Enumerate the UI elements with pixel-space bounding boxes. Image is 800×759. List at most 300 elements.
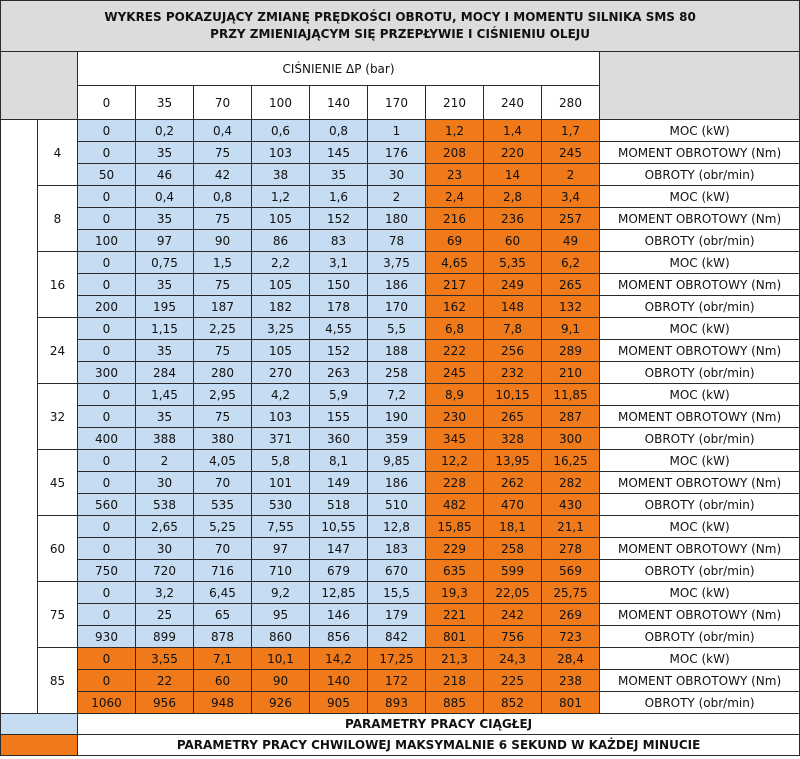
flow-value: 4	[38, 120, 78, 186]
continuous-value-cell: 263	[310, 362, 368, 384]
continuous-value-cell: 35	[136, 208, 194, 230]
continuous-value-cell: 530	[252, 494, 310, 516]
intermittent-value-cell: 3,55	[136, 648, 194, 670]
row-label: MOC (kW)	[600, 648, 800, 670]
continuous-value-cell: 371	[252, 428, 310, 450]
intermittent-value-cell: 6,2	[542, 252, 600, 274]
continuous-value-cell: 186	[368, 472, 426, 494]
continuous-value-cell: 4,2	[252, 384, 310, 406]
legend-continuous-swatch	[1, 714, 78, 735]
continuous-value-cell: 152	[310, 208, 368, 230]
continuous-value-cell: 155	[310, 406, 368, 428]
intermittent-value-cell: 885	[426, 692, 484, 714]
legend-intermittent-swatch	[1, 735, 78, 756]
continuous-value-cell: 300	[78, 362, 136, 384]
table-row	[1, 450, 800, 472]
continuous-value-cell: 0	[78, 384, 136, 406]
continuous-value-cell: 145	[310, 142, 368, 164]
intermittent-value-cell: 482	[426, 494, 484, 516]
intermittent-value-cell: 162	[426, 296, 484, 318]
continuous-value-cell: 179	[368, 604, 426, 626]
continuous-value-cell: 97	[136, 230, 194, 252]
intermittent-value-cell: 220	[484, 142, 542, 164]
intermittent-value-cell: 21,3	[426, 648, 484, 670]
continuous-value-cell: 95	[252, 604, 310, 626]
intermittent-value-cell: 10,1	[252, 648, 310, 670]
pressure-value: 100	[252, 86, 310, 120]
continuous-value-cell: 15,5	[368, 582, 426, 604]
continuous-value-cell: 0	[78, 604, 136, 626]
table-row	[1, 428, 800, 450]
intermittent-value-cell: 249	[484, 274, 542, 296]
continuous-value-cell: 0	[78, 582, 136, 604]
continuous-value-cell: 1,6	[310, 186, 368, 208]
intermittent-value-cell: 2,4	[426, 186, 484, 208]
intermittent-value-cell: 905	[310, 692, 368, 714]
intermittent-value-cell: 17,25	[368, 648, 426, 670]
continuous-value-cell: 0,8	[310, 120, 368, 142]
intermittent-value-cell: 218	[426, 670, 484, 692]
intermittent-value-cell: 278	[542, 538, 600, 560]
continuous-value-cell: 12,8	[368, 516, 426, 538]
continuous-value-cell: 149	[310, 472, 368, 494]
flow-value: 75	[38, 582, 78, 648]
continuous-value-cell: 3,1	[310, 252, 368, 274]
intermittent-value-cell: 287	[542, 406, 600, 428]
pressure-value: 170	[368, 86, 426, 120]
continuous-value-cell: 25	[136, 604, 194, 626]
continuous-value-cell: 380	[194, 428, 252, 450]
row-label: OBROTY (obr/min)	[600, 692, 800, 714]
pressure-value: 70	[194, 86, 252, 120]
row-label: MOC (kW)	[600, 252, 800, 274]
continuous-value-cell: 83	[310, 230, 368, 252]
continuous-value-cell: 7,2	[368, 384, 426, 406]
intermittent-value-cell: 208	[426, 142, 484, 164]
table-title	[1, 1, 800, 52]
intermittent-value-cell: 265	[542, 274, 600, 296]
continuous-value-cell: 510	[368, 494, 426, 516]
continuous-value-cell: 0	[78, 274, 136, 296]
intermittent-value-cell: 1060	[78, 692, 136, 714]
intermittent-value-cell: 9,1	[542, 318, 600, 340]
continuous-value-cell: 2,2	[252, 252, 310, 274]
legend-intermittent-text: PARAMETRY PRACY CHWILOWEJ MAKSYMALNIE 6 SEKUND W KAŻDEJ MINUCIE	[78, 735, 800, 756]
intermittent-value-cell: 852	[484, 692, 542, 714]
intermittent-value-cell: 16,25	[542, 450, 600, 472]
intermittent-value-cell: 10,15	[484, 384, 542, 406]
row-label: MOMENT OBROTOWY (Nm)	[600, 406, 800, 428]
continuous-value-cell: 7,55	[252, 516, 310, 538]
table-row	[1, 252, 800, 274]
continuous-value-cell: 670	[368, 560, 426, 582]
continuous-value-cell: 100	[78, 230, 136, 252]
intermittent-value-cell: 90	[252, 670, 310, 692]
continuous-value-cell: 0	[78, 472, 136, 494]
intermittent-value-cell: 49	[542, 230, 600, 252]
table-row	[1, 120, 800, 142]
intermittent-value-cell: 3,4	[542, 186, 600, 208]
continuous-value-cell: 105	[252, 340, 310, 362]
continuous-value-cell: 360	[310, 428, 368, 450]
continuous-value-cell: 0	[78, 406, 136, 428]
intermittent-value-cell: 132	[542, 296, 600, 318]
flow-value: 45	[38, 450, 78, 516]
continuous-value-cell: 183	[368, 538, 426, 560]
intermittent-value-cell: 756	[484, 626, 542, 648]
row-label: MOC (kW)	[600, 582, 800, 604]
continuous-value-cell: 35	[310, 164, 368, 186]
table-row	[1, 164, 800, 186]
continuous-value-cell: 5,8	[252, 450, 310, 472]
pressure-value: 240	[484, 86, 542, 120]
flow-axis-label	[1, 120, 38, 714]
continuous-value-cell: 8,1	[310, 450, 368, 472]
intermittent-value-cell: 21,1	[542, 516, 600, 538]
intermittent-value-cell: 2	[542, 164, 600, 186]
table-row	[1, 648, 800, 670]
continuous-value-cell: 147	[310, 538, 368, 560]
continuous-value-cell: 12,85	[310, 582, 368, 604]
continuous-value-cell: 899	[136, 626, 194, 648]
intermittent-value-cell: 328	[484, 428, 542, 450]
continuous-value-cell: 5,9	[310, 384, 368, 406]
intermittent-value-cell: 210	[542, 362, 600, 384]
continuous-value-cell: 1,45	[136, 384, 194, 406]
intermittent-value-cell: 262	[484, 472, 542, 494]
legend-intermittent-row	[1, 735, 800, 756]
row-label: OBROTY (obr/min)	[600, 164, 800, 186]
continuous-value-cell: 679	[310, 560, 368, 582]
continuous-value-cell: 388	[136, 428, 194, 450]
intermittent-value-cell: 635	[426, 560, 484, 582]
continuous-value-cell: 0	[78, 516, 136, 538]
table-row	[1, 296, 800, 318]
continuous-value-cell: 146	[310, 604, 368, 626]
intermittent-value-cell: 345	[426, 428, 484, 450]
intermittent-value-cell: 22,05	[484, 582, 542, 604]
flow-value: 60	[38, 516, 78, 582]
intermittent-value-cell: 956	[136, 692, 194, 714]
continuous-value-cell: 4,55	[310, 318, 368, 340]
intermittent-value-cell: 569	[542, 560, 600, 582]
intermittent-value-cell: 12,2	[426, 450, 484, 472]
continuous-value-cell: 3,75	[368, 252, 426, 274]
continuous-value-cell: 35	[136, 274, 194, 296]
row-label: MOMENT OBROTOWY (Nm)	[600, 670, 800, 692]
intermittent-value-cell: 948	[194, 692, 252, 714]
continuous-value-cell: 5,25	[194, 516, 252, 538]
continuous-value-cell: 538	[136, 494, 194, 516]
continuous-value-cell: 182	[252, 296, 310, 318]
intermittent-value-cell: 28,4	[542, 648, 600, 670]
continuous-value-cell: 75	[194, 208, 252, 230]
intermittent-value-cell: 8,9	[426, 384, 484, 406]
continuous-value-cell: 3,25	[252, 318, 310, 340]
continuous-value-cell: 90	[194, 230, 252, 252]
row-label: MOC (kW)	[600, 450, 800, 472]
row-label: MOC (kW)	[600, 318, 800, 340]
continuous-value-cell: 860	[252, 626, 310, 648]
row-label: MOC (kW)	[600, 120, 800, 142]
intermittent-value-cell: 0	[78, 670, 136, 692]
continuous-value-cell: 5,5	[368, 318, 426, 340]
continuous-value-cell: 75	[194, 406, 252, 428]
continuous-value-cell: 1	[368, 120, 426, 142]
continuous-value-cell: 105	[252, 274, 310, 296]
continuous-value-cell: 400	[78, 428, 136, 450]
flow-value: 24	[38, 318, 78, 384]
row-label: OBROTY (obr/min)	[600, 626, 800, 648]
intermittent-value-cell: 222	[426, 340, 484, 362]
continuous-value-cell: 78	[368, 230, 426, 252]
intermittent-value-cell: 1,4	[484, 120, 542, 142]
intermittent-value-cell: 801	[542, 692, 600, 714]
intermittent-value-cell: 148	[484, 296, 542, 318]
table-row	[1, 340, 800, 362]
table-row	[1, 538, 800, 560]
intermittent-value-cell: 69	[426, 230, 484, 252]
intermittent-value-cell: 217	[426, 274, 484, 296]
intermittent-value-cell: 256	[484, 340, 542, 362]
continuous-value-cell: 30	[136, 472, 194, 494]
intermittent-value-cell: 15,85	[426, 516, 484, 538]
continuous-value-cell: 878	[194, 626, 252, 648]
intermittent-value-cell: 24,3	[484, 648, 542, 670]
intermittent-value-cell: 238	[542, 670, 600, 692]
intermittent-value-cell: 7,8	[484, 318, 542, 340]
continuous-value-cell: 0	[78, 208, 136, 230]
pressure-value: 140	[310, 86, 368, 120]
continuous-value-cell: 258	[368, 362, 426, 384]
continuous-value-cell: 0	[78, 340, 136, 362]
intermittent-value-cell: 232	[484, 362, 542, 384]
intermittent-value-cell: 23	[426, 164, 484, 186]
continuous-value-cell: 86	[252, 230, 310, 252]
continuous-value-cell: 856	[310, 626, 368, 648]
continuous-value-cell: 10,55	[310, 516, 368, 538]
table-row	[1, 494, 800, 516]
intermittent-value-cell: 242	[484, 604, 542, 626]
continuous-value-cell: 97	[252, 538, 310, 560]
flow-value: 85	[38, 648, 78, 714]
table-row	[1, 274, 800, 296]
continuous-value-cell: 150	[310, 274, 368, 296]
continuous-value-cell: 720	[136, 560, 194, 582]
intermittent-value-cell: 216	[426, 208, 484, 230]
pressure-value: 210	[426, 86, 484, 120]
continuous-value-cell: 0,8	[194, 186, 252, 208]
legend-continuous-text: PARAMETRY PRACY CIĄGŁEJ	[78, 714, 800, 735]
continuous-value-cell: 0	[78, 120, 136, 142]
continuous-value-cell: 186	[368, 274, 426, 296]
intermittent-value-cell: 230	[426, 406, 484, 428]
continuous-value-cell: 0,4	[194, 120, 252, 142]
continuous-value-cell: 46	[136, 164, 194, 186]
continuous-value-cell: 0	[78, 538, 136, 560]
intermittent-value-cell: 25,75	[542, 582, 600, 604]
continuous-value-cell: 0,4	[136, 186, 194, 208]
table-row	[1, 230, 800, 252]
row-label: MOMENT OBROTOWY (Nm)	[600, 472, 800, 494]
intermittent-value-cell: 14,2	[310, 648, 368, 670]
row-label: MOMENT OBROTOWY (Nm)	[600, 538, 800, 560]
intermittent-value-cell: 140	[310, 670, 368, 692]
continuous-value-cell: 178	[310, 296, 368, 318]
table-row	[1, 692, 800, 714]
continuous-value-cell: 716	[194, 560, 252, 582]
intermittent-value-cell: 282	[542, 472, 600, 494]
intermittent-value-cell: 19,3	[426, 582, 484, 604]
intermittent-value-cell: 245	[542, 142, 600, 164]
continuous-value-cell: 560	[78, 494, 136, 516]
intermittent-value-cell: 893	[368, 692, 426, 714]
continuous-value-cell: 0,6	[252, 120, 310, 142]
pressure-value: 0	[78, 86, 136, 120]
intermittent-value-cell: 430	[542, 494, 600, 516]
continuous-value-cell: 270	[252, 362, 310, 384]
continuous-value-cell: 750	[78, 560, 136, 582]
continuous-value-cell: 70	[194, 472, 252, 494]
intermittent-value-cell: 172	[368, 670, 426, 692]
continuous-value-cell: 2	[136, 450, 194, 472]
continuous-value-cell: 0	[78, 450, 136, 472]
row-label: MOC (kW)	[600, 516, 800, 538]
continuous-value-cell: 180	[368, 208, 426, 230]
intermittent-value-cell: 269	[542, 604, 600, 626]
continuous-value-cell: 9,2	[252, 582, 310, 604]
continuous-value-cell: 176	[368, 142, 426, 164]
intermittent-value-cell: 300	[542, 428, 600, 450]
continuous-value-cell: 710	[252, 560, 310, 582]
continuous-value-cell: 2,65	[136, 516, 194, 538]
intermittent-value-cell: 2,8	[484, 186, 542, 208]
intermittent-value-cell: 5,35	[484, 252, 542, 274]
continuous-value-cell: 280	[194, 362, 252, 384]
continuous-value-cell: 9,85	[368, 450, 426, 472]
continuous-value-cell: 0	[78, 318, 136, 340]
intermittent-value-cell: 599	[484, 560, 542, 582]
intermittent-value-cell: 6,8	[426, 318, 484, 340]
corner-cell	[1, 52, 78, 120]
intermittent-value-cell: 4,65	[426, 252, 484, 274]
continuous-value-cell: 75	[194, 340, 252, 362]
continuous-value-cell: 0,75	[136, 252, 194, 274]
intermittent-value-cell: 225	[484, 670, 542, 692]
continuous-value-cell: 284	[136, 362, 194, 384]
continuous-value-cell: 42	[194, 164, 252, 186]
continuous-value-cell: 188	[368, 340, 426, 362]
label-header-cell	[600, 52, 800, 120]
row-label: OBROTY (obr/min)	[600, 560, 800, 582]
row-label: OBROTY (obr/min)	[600, 362, 800, 384]
row-label: OBROTY (obr/min)	[600, 230, 800, 252]
flow-value: 32	[38, 384, 78, 450]
continuous-value-cell: 200	[78, 296, 136, 318]
intermittent-value-cell: 801	[426, 626, 484, 648]
intermittent-value-cell: 7,1	[194, 648, 252, 670]
continuous-value-cell: 195	[136, 296, 194, 318]
continuous-value-cell: 70	[194, 538, 252, 560]
intermittent-value-cell: 14	[484, 164, 542, 186]
intermittent-value-cell: 13,95	[484, 450, 542, 472]
row-label: MOMENT OBROTOWY (Nm)	[600, 208, 800, 230]
continuous-value-cell: 105	[252, 208, 310, 230]
row-label: OBROTY (obr/min)	[600, 494, 800, 516]
intermittent-value-cell: 470	[484, 494, 542, 516]
intermittent-value-cell: 228	[426, 472, 484, 494]
table-row	[1, 186, 800, 208]
continuous-value-cell: 3,2	[136, 582, 194, 604]
continuous-value-cell: 0	[78, 186, 136, 208]
continuous-value-cell: 187	[194, 296, 252, 318]
continuous-value-cell: 75	[194, 274, 252, 296]
pressure-value: 280	[542, 86, 600, 120]
row-label: OBROTY (obr/min)	[600, 296, 800, 318]
continuous-value-cell: 518	[310, 494, 368, 516]
intermittent-value-cell: 257	[542, 208, 600, 230]
continuous-value-cell: 35	[136, 142, 194, 164]
continuous-value-cell: 1,5	[194, 252, 252, 274]
intermittent-value-cell: 60	[484, 230, 542, 252]
continuous-value-cell: 170	[368, 296, 426, 318]
continuous-value-cell: 0,2	[136, 120, 194, 142]
row-label: MOMENT OBROTOWY (Nm)	[600, 274, 800, 296]
continuous-value-cell: 1,2	[252, 186, 310, 208]
continuous-value-cell: 842	[368, 626, 426, 648]
table-row	[1, 670, 800, 692]
row-label: MOMENT OBROTOWY (Nm)	[600, 604, 800, 626]
intermittent-value-cell: 221	[426, 604, 484, 626]
title-line-2: PRZY ZMIENIAJĄCYM SIĘ PRZEPŁYWIE I CIŚNIENIU OLEJU	[210, 27, 590, 41]
table-row	[1, 582, 800, 604]
continuous-value-cell: 359	[368, 428, 426, 450]
intermittent-value-cell: 0	[78, 648, 136, 670]
table-row	[1, 516, 800, 538]
continuous-value-cell: 103	[252, 142, 310, 164]
intermittent-value-cell: 22	[136, 670, 194, 692]
intermittent-value-cell: 245	[426, 362, 484, 384]
continuous-value-cell: 0	[78, 252, 136, 274]
continuous-value-cell: 2,95	[194, 384, 252, 406]
legend-continuous-row	[1, 714, 800, 735]
intermittent-value-cell: 723	[542, 626, 600, 648]
continuous-value-cell: 103	[252, 406, 310, 428]
continuous-value-cell: 0	[78, 142, 136, 164]
intermittent-value-cell: 236	[484, 208, 542, 230]
continuous-value-cell: 38	[252, 164, 310, 186]
intermittent-value-cell: 18,1	[484, 516, 542, 538]
continuous-value-cell: 35	[136, 406, 194, 428]
intermittent-value-cell: 926	[252, 692, 310, 714]
intermittent-value-cell: 258	[484, 538, 542, 560]
table-row	[1, 362, 800, 384]
table-row	[1, 560, 800, 582]
continuous-value-cell: 2	[368, 186, 426, 208]
continuous-value-cell: 930	[78, 626, 136, 648]
pressure-value: 35	[136, 86, 194, 120]
continuous-value-cell: 535	[194, 494, 252, 516]
continuous-value-cell: 35	[136, 340, 194, 362]
intermittent-value-cell: 11,85	[542, 384, 600, 406]
flow-value: 8	[38, 186, 78, 252]
continuous-value-cell: 30	[368, 164, 426, 186]
intermittent-value-cell: 229	[426, 538, 484, 560]
row-label: MOC (kW)	[600, 384, 800, 406]
table-row	[1, 472, 800, 494]
pressure-header: CIŚNIENIE ΔP (bar)	[78, 52, 600, 86]
intermittent-value-cell: 1,2	[426, 120, 484, 142]
